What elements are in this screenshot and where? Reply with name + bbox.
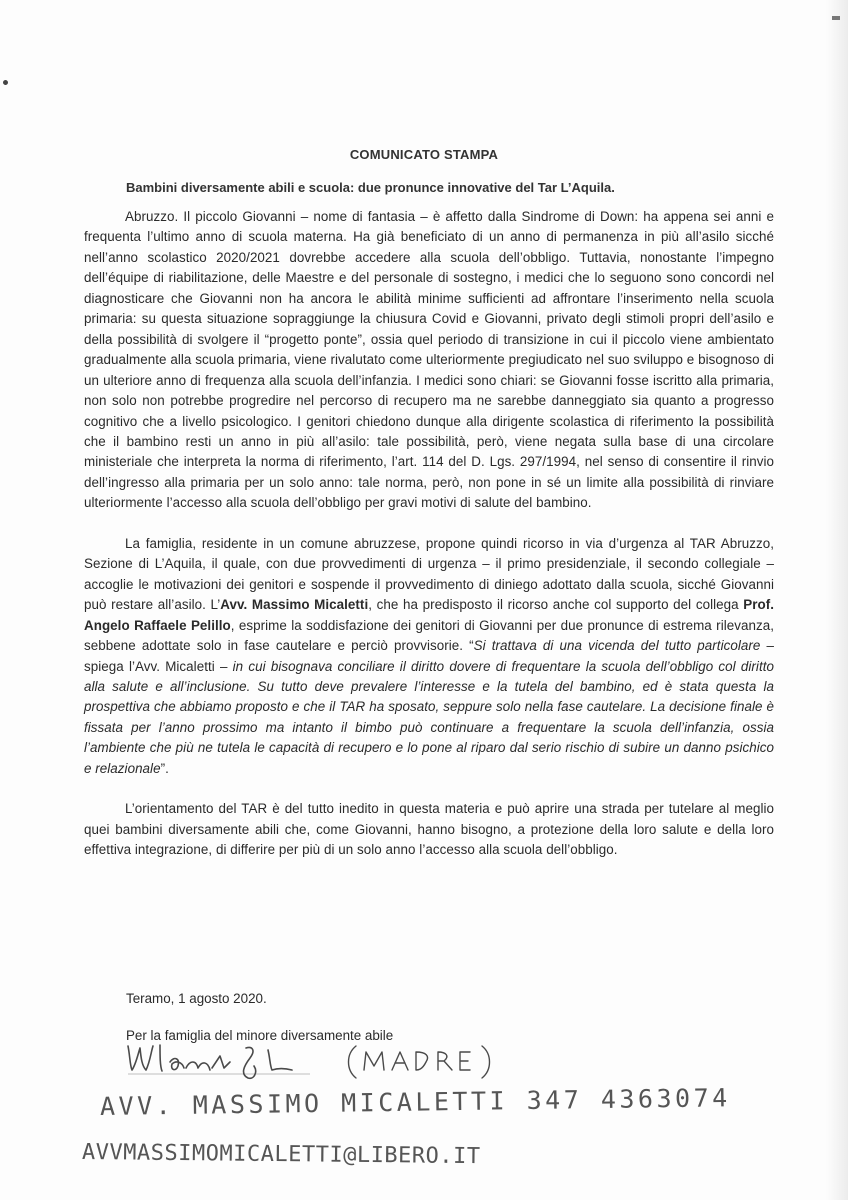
colleague-name: Prof. Angelo Raffaele Pelillo bbox=[84, 597, 774, 633]
document-title: COMUNICATO STAMPA bbox=[349, 147, 499, 162]
paragraph-2-text-c: , che ha predisposto il ricorso anche col supporto del collega bbox=[368, 597, 744, 613]
lawyer-name: Avv. Massimo Micaletti bbox=[220, 597, 369, 613]
document-body bbox=[84, 207, 774, 861]
scan-speck bbox=[2, 79, 9, 86]
quote-part-2: in cui bisognava conciliare il diritto dovere di frequentare la scuola dell’obbligo col diritto alla salute e all’inclusione. Su tutto deve prevalere l’interesse e la tutela del bambino, ed è stata questa la prospettiva che abbiamo proposto e che il TAR ha sposato, seppure solo nella fase cautelare. La decisione finale è fissata per l’anno prossimo ma intanto il bimbo può continuare a frequentare la scuola dell’infanzia, ossia l’ambiente che più ne tutela le capacità di recupero e lo pone al riparo dal serio rischio di subire un danno psichico e relazionale bbox=[84, 658, 774, 776]
paragraph-2-text-a: La famiglia, residente in un comune abruzzese, propone quindi ricorso in via d’urgenza al TAR Abruzzo, Sezione di L’Aquila, il quale, con due provvedimenti di urgenza – il primo presidenziale, il secondo collegiale – accoglie le motivazioni dei genitori e sospende il provvedimento di diniego adottato dalla scuola, sicché Giovanni può restare all’asilo. L’ bbox=[84, 535, 774, 613]
scan-edge-shadow bbox=[826, 0, 848, 1200]
paragraph-2-text-i: ”. bbox=[160, 760, 169, 776]
scan-corner-mark bbox=[832, 16, 840, 20]
paragraph-2-text-e: , esprime la soddisfazione dei genitori di Giovanni per due pronunce di estrema rilevanza, sebbene adottate solo in fase cautelare e perciò provvisorie. “ bbox=[84, 617, 774, 654]
date-line: Teramo, 1 agosto 2020. bbox=[126, 991, 267, 1006]
handwritten-contact-phone: AVV. MASSIMO MICALETTI 347 4363074 bbox=[99, 1083, 731, 1121]
quote-part-1: Si trattava di una vicenda del tutto particolare bbox=[473, 638, 761, 654]
paragraph-2-text-g: – spiega l’Avv. Micaletti – bbox=[84, 638, 774, 674]
paragraph-3: L’orientamento del TAR è del tutto inedito in questa materia e può aprire una strada per tutelare al meglio quei bambini diversamente abili che, come Giovanni, hanno bisogno, a protezione della loro salute e della loro effettiva integrazione, di differire per più di un solo anno l’accesso alla scuola dell’obbligo. bbox=[84, 801, 774, 858]
handwritten-contact-email: AVVMASSIMOMICALETTI@LIBERO.IT bbox=[81, 1140, 481, 1170]
document-subtitle: Bambini diversamente abili e scuola: due pronunce innovative del Tar L’Aquila. bbox=[126, 180, 615, 195]
paragraph-1: Abruzzo. Il piccolo Giovanni – nome di fantasia – è affetto dalla Sindrome di Down: ha appena sei anni e frequenta l’ultimo anno di scuola materna. Ha già beneficiato di un anno di permanenza in più all’asilo sicché nell’anno scolastico 2020/2021 dovrebbe accedere alla scuola dell’obbligo. Tuttavia, nonostante l’impegno dell’équipe di riabilitazione, delle Maestre e del personale di sostegno, i medici che lo seguono sono concordi nel diagnosticare che Giovanni non ha ancora le abilità minime sufficienti ad affrontare l’inserimento nella scuola primaria: su questa situazione sopraggiunge la chiusura Covid e Giovanni, privato degli stimoli propri dell’asilo e della possibilità di svolgere il “progetto ponte”, ossia quel periodo di transizione in cui il piccolo viene ambientato gradualmente alla scuola primaria, viene rivalutato come ulteriormente pregiudicato nel suo sviluppo e bisognoso di un ulteriore anno di frequenza alla scuola dell’infanzia. I medici sono chiari: se Giovanni fosse iscritto alla primaria, non solo non potrebbe progredire nel percorso di recupero ma ne sarebbe danneggiato sia quanto a progresso cognitivo che a livello psicologico. I genitori chiedono dunque alla dirigente scolastica di riferimento la possibilità che il bambino resti un anno in più all’asilo: tale possibilità, però, viene negata sulla base di una circolare ministeriale che interpreta la norma di riferimento, l’art. 114 del D. Lgs. 297/1994, nel senso di consentire il rinvio dell’ingresso alla primaria per un solo anno: tale norma, però, non pone in sé un limite alla possibilità di rinviare ulteriormente l’accesso alla scuola dell’obbligo per gravi motivi di salute del bambino. bbox=[84, 209, 774, 511]
handwritten-signature bbox=[120, 1040, 510, 1082]
paragraph-2 bbox=[84, 534, 774, 779]
family-line: Per la famiglia del minore diversamente abile bbox=[126, 1028, 394, 1043]
